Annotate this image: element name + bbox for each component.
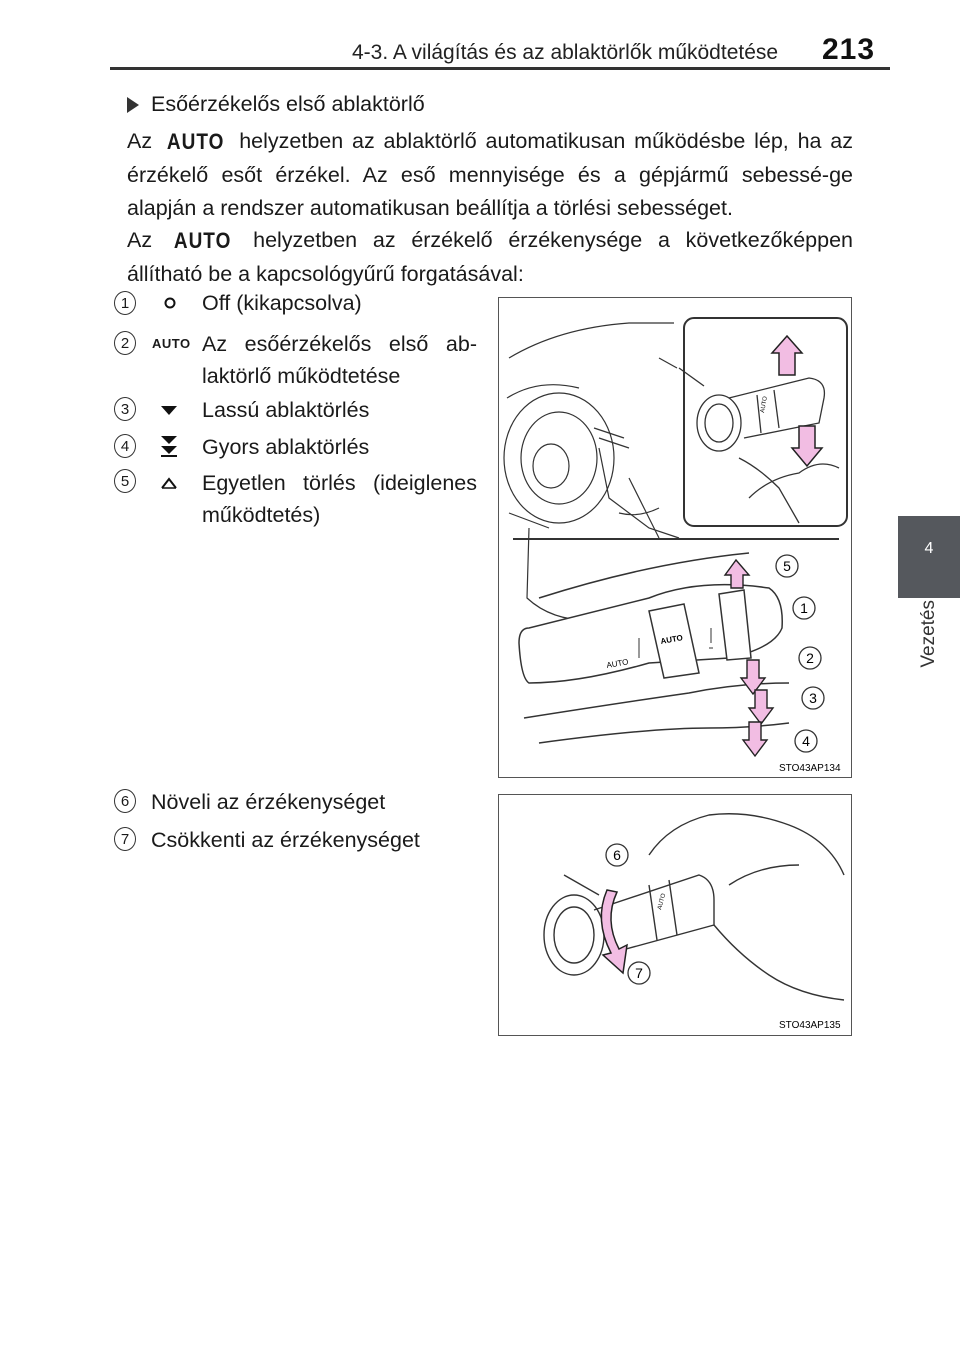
paragraph-sensitivity — [127, 224, 853, 291]
item-text-2b: laktörlő működtetése — [202, 364, 401, 388]
figure-wiper-switch — [498, 297, 852, 778]
section-bullet-icon — [127, 97, 139, 113]
callout-2: 2 — [806, 650, 814, 666]
item-text-2a: Az esőérzékelős első ab- — [202, 332, 477, 356]
item-text-3: Lassú ablaktörlés — [202, 398, 370, 422]
ring-auto-label: AUTO — [657, 892, 668, 911]
item-number-5: 5 — [114, 469, 136, 493]
page-number: 213 — [822, 33, 876, 66]
item-number-1: 1 — [114, 291, 136, 315]
callout-1: 1 — [800, 600, 808, 616]
section-title-text: Esőérzékelős első ablaktörlő — [151, 92, 425, 116]
item-number-3: 3 — [114, 397, 136, 421]
figure-sensitivity-ring — [498, 794, 852, 1036]
para1-after: helyzetben az ablaktörlő automatikusan működésbe lép, ha az érzékelő esőt érzékel. Az eső mennyisége és a gépjármű sebessé-ge alapján a rendszer automatikusan beállítja a törlési sebességet. — [127, 129, 853, 220]
item-number-4: 4 — [114, 434, 136, 458]
item-text-5b: működtetés) — [202, 503, 321, 527]
auto-icon: AUTO — [173, 229, 232, 254]
item-number-6: 6 — [114, 789, 136, 813]
inset-auto-label: AUTO — [760, 395, 769, 414]
callout-4: 4 — [802, 733, 810, 749]
section-title — [127, 92, 425, 117]
item-text-7: Csökkenti az érzékenységet — [151, 828, 420, 852]
down-triangle-icon — [160, 403, 178, 421]
arrow-slow-icon — [749, 690, 773, 724]
item-text-4: Gyors ablaktörlés — [202, 435, 370, 459]
chapter-tab-number: 4 — [924, 540, 934, 557]
auto-icon: AUTO — [152, 336, 191, 351]
item-number-2: 2 — [114, 331, 136, 355]
paragraph-auto-description — [127, 125, 853, 225]
stalk-auto-label: AUTO — [659, 633, 684, 646]
chapter-tab-label-text: Vezetés — [918, 600, 939, 668]
item-number-7: 7 — [114, 827, 136, 851]
chapter-tab-label — [896, 600, 960, 700]
stalk-auto-label-2: AUTO — [605, 657, 630, 670]
figure-wiper-switch-drawing — [499, 298, 851, 777]
arrow-single-wipe-icon — [725, 560, 749, 588]
up-chevron-icon — [160, 476, 178, 495]
callout-5: 5 — [783, 558, 791, 574]
para1-before: Az — [127, 129, 153, 153]
callout-3: 3 — [809, 690, 817, 706]
figure-sensitivity-ring-drawing — [499, 795, 851, 1035]
item-text-6: Növeli az érzékenységet — [151, 790, 386, 814]
header-title: 4-3. A világítás és az ablaktörlők működtetése — [352, 41, 779, 64]
figure2-code: STO43AP135 — [779, 1020, 841, 1031]
figure1-code: STO43AP134 — [779, 763, 841, 774]
item-text-1: Off (kikapcsolva) — [202, 291, 362, 315]
rotate-arrow-icon — [601, 890, 627, 973]
para2-after: helyzetben az érzékelő érzékenysége a következőképpen állítható be a kapcsológyűrű forgatásával: — [127, 228, 853, 286]
header-divider — [110, 67, 890, 70]
callout-7: 7 — [635, 965, 643, 981]
callout-6: 6 — [613, 847, 621, 863]
auto-icon: AUTO — [166, 130, 225, 155]
para2-before: Az — [127, 228, 153, 252]
arrow-auto-icon — [741, 660, 765, 694]
double-down-triangle-icon — [160, 434, 178, 463]
circle-icon — [150, 294, 190, 315]
item-text-5a: Egyetlen törlés (ideiglenes — [202, 471, 477, 495]
